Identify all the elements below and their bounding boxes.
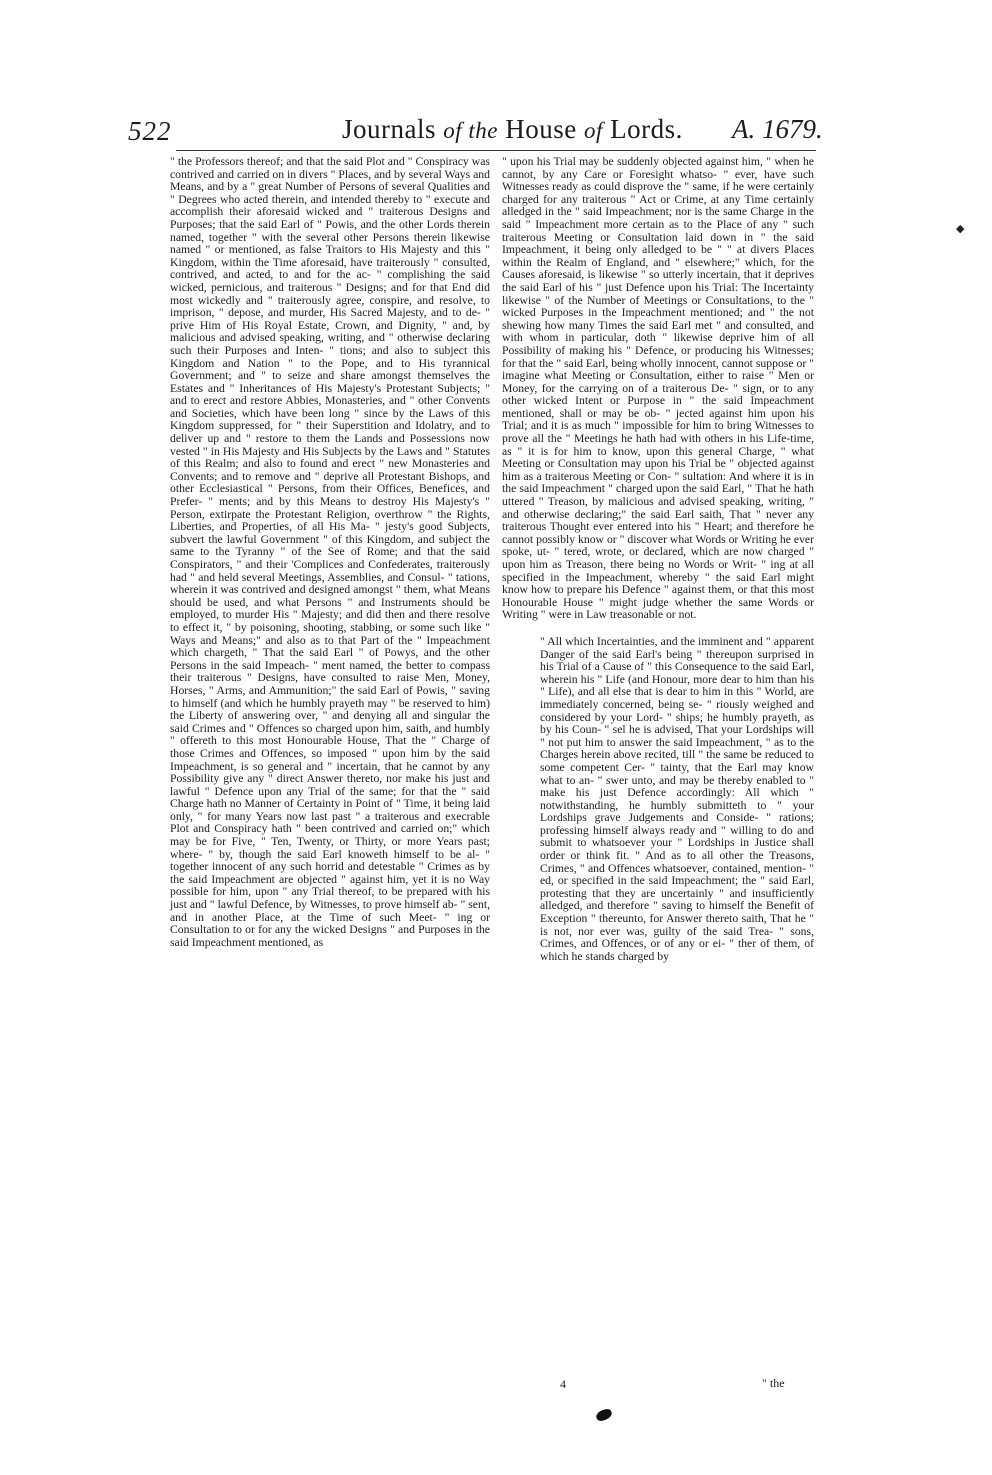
title-word-journals: Journals [342,114,436,144]
right-column-paragraph-1: " upon his Trial may be suddenly objected against him, " when he cannot, by any Care or Foresight whatso- " ever, have such Witnesses ready as could disprove the " same, if he were certainly charged for any traiterous " Act or Crime, at any Time certainly alledged in the " said Impeachment; nor is the same Charge in the said " Impeachment more certain as to the Place of any " such traiterous Meeting or Consultation laid down in " the said Impeachment, it being only alledged to be " " at divers Places within the Realm of England, and " elsewhere;" which, for the Causes aforesaid, is likewise " so utterly incertain, that it deprives the said Earl of his " just Defence upon his Trial: The Incertainty likewise " of the Number of Meetings or Consultations, to the " wicked Purposes in the Impeachment mentioned; and " the not shewing how many Times the said Earl met " and consulted, and with whom in particular, doth " likewise deprive him of all Possibility of making his " Defence, or producing his Witnesses; for that the " said Earl, being wholly innocent, cannot suppose or " imagine what Meeting or Consultation, either to raise " Men or Money, for the carrying on of a traiterous De- " sign, or to any other wicked Intent or Purpose in " the said Impeachment mentioned, shall or may be ob- " jected against him upon his Trial; and it is as much " impossible for him to bring Witnesses to prove all the " Meetings he hath had with others in his Life-time, as " it is for him to know, upon this general Charge, " what Meeting or Consultation may upon his Trial be " objected against him as a traiterous Meeting or Con- " sultation: And where it is in the said Impeachment " charged upon the said Earl, " That he hath uttered " Treason, by malicious and advised speaking, writing, " and otherwise declaring;" the said Earl saith, That " never any traiterous Thought ever entered into his " Heart; and therefore he cannot possibly know or " discover what Words or Writing he ever spoke, ut- " tered, wrote, or declared, which are now charged " upon him as Treason, there being no Words or Writ- " ing at all specified in the Impeachment, whereby " the said Earl might know how to prepare his Defence " against them, or that this most Honourable House " might judge whether the same Words or Writing " were in Law treasonable or not. [502,155,814,622]
right-column-paragraph-2: " All which Incertainties, and the imminent and " apparent Danger of the said Earl's being " thereupon surprised in his Trial of a Cause of " this Consequence to the said Earl, wherein his " Life (and Honour, more dear to him than his " Life), and all else that is dear to him in this " World, are immediately concerned, being se- " riously weighed and considered by your Lord- " ships; he humbly prayeth, as by his Coun- " sel he is advised, That your Lordships will " not put him to answer the said Impeachment, " as to the Charges herein above recited, till " the same be reduced to some competent Cer- " tainty, that the Earl may know what to an- " swer unto, and may be thereby enabled to " make his just Defence accordingly: All which " notwithstanding, he humbly submitteth to " your Lordships grave Judgements and Conside- " rations; professing himself always ready and " willing to do and submit to whatsoever your " Lordships in Justice shall order or think fit. " And as to all other the Treasons, Crimes, " and Offences whatsoever, contained, mention- " ed, or specified in the said Impeachment; the " said Earl, protesting that they are uncertainly " and insufficiently alledged, and therefore " saving to himself the Benefit of Exception " thereunto, for Answer thereto saith, That he " is not, nor ever was, guilty of the said Trea- " sons, Crimes, and Offences, or of any or ei- " ther of them, of which he stands charged by [540,634,814,963]
running-title [342,114,683,145]
year-heading: A. 1679. [732,114,823,144]
ink-blot-icon [595,1408,613,1423]
title-word-house: House [505,114,577,144]
margin-mark-icon: ◆ [956,223,965,235]
catchword: " the [762,1376,785,1390]
left-column-text: " the Professors thereof; and that the said Plot and " Conspiracy was contrived and carried on in divers " Places, and by several Ways and Means, and by a " great Number of Persons of several Qualities and " Degrees who acted therein, and intended thereby to " execute and accomplish their aforesaid wicked and " traiterous Designs and Purposes; that the said Earl of " Powis, and the other Lords therein named, together " with the several other Persons therein likewise named " or mentioned, as false Traitors to His Majesty and this " Kingdom, within the Time aforesaid, have traiterously " consulted, contrived, and acted, to and for the ac- " complishing the said wicked, pernicious, and traiterous " Designs; and for that End did most wickedly and " traiterously agree, conspire, and resolve, to imprison, " depose, and murder, His Sacred Majesty, and to de- " prive Him of His Royal Estate, Crown, and Dignity, " and, by malicious and advised speaking, writing, and " otherwise declaring such their Purposes and Inten- " tions; and also to subject this Kingdom and Nation " to the Pope, and to His tyrannical Government; and " to seize and share amongst themselves the Estates and " Inheritances of His Majesty's Protestant Subjects; " and to erect and restore Abbies, Monasteries, and " other Convents and Societies, which have been long " since by the Laws of this Kingdom suppressed, for " their Superstition and Idolatry, and to deliver up and " restore to them the Lands and Possessions now vested " in His Majesty and His Subjects by the Laws and " Statutes of this Realm; and also to found and erect " new Monasteries and Convents; and to remove and " deprive all Protestant Bishops, and other Ecclesiastical " Persons, from their Offices, Benefices, and Prefer- " ments; and by this Means to destroy His Majesty's " Person, extirpate the Protestant Religion, overthrow " the Rights, Liberties, and Properties, of all His Ma- " jesty's good Subjects, subvert the lawful Government " of this Kingdom, and subject the same to the Tyranny " of the See of Rome; and that the said Conspirators, " and their 'Complices and Confederates, traiterously had " and held several Meetings, Assemblies, and Consul- " tations, wherein it was contrived and designed amongst " them, what Means should be used, and what Persons " and Instruments should be employed, to murder His " Majesty; and did then and there resolve to effect it, " by poisoning, shooting, stabbing, or some such like " Ways and Means;" and also as to that Part of the " Impeachment which chargeth, " That the said Earl " of Powys, and the other Persons in the said Impeach- " ment named, the better to compass their traiterous " Designs, have consulted to raise Men, Money, Horses, " Arms, and Ammunition;" the said Earl of Powis, " saving to himself (and which he humbly prayeth may " be reserved to him) the Liberty of answering over, " and denying all and singular the said Crimes and " Offences so charged upon him, saith, and humbly " offereth to this most Honourable House, That the " Charge of those Crimes and Offences, so imposed " upon him by the said Impeachment, is so general and " incertain, that he cannot by any Possibility give any " direct Answer thereto, nor make his just and lawful " Defence upon any Trial of the same; for that the " said Charge hath no Manner of Certainty in Point of " Time, it being laid only, " for many Years now last past " a traiterous and execrable Plot and Conspiracy hath " been contrived and carried on;" which may be for Five, " Ten, Twenty, or Thirty, or more Years past; where- " by, though the said Earl knoweth himself to be al- " together innocent of any such horrid and detestable " Crimes as by the said Impeachment are objected " against him, yet it is no Way possible for him, upon " any Trial thereof, to be prepared with his just and " lawful Defence, by Witnesses, to prove himself ab- " sent, and in another Place, at the Time of such Meet- " ing or Consultation to or for any the wicked Designs " and Purposes in the said Impeachment mentioned, as [170,155,490,949]
right-column [502,156,814,963]
left-column [170,156,490,949]
header-rule [176,150,816,151]
title-word-lords: Lords. [610,114,683,144]
signature-mark: 4 [560,1377,566,1391]
page-number: 522 [128,116,172,146]
title-of: of [584,118,603,143]
title-of-the: of the [443,118,498,143]
